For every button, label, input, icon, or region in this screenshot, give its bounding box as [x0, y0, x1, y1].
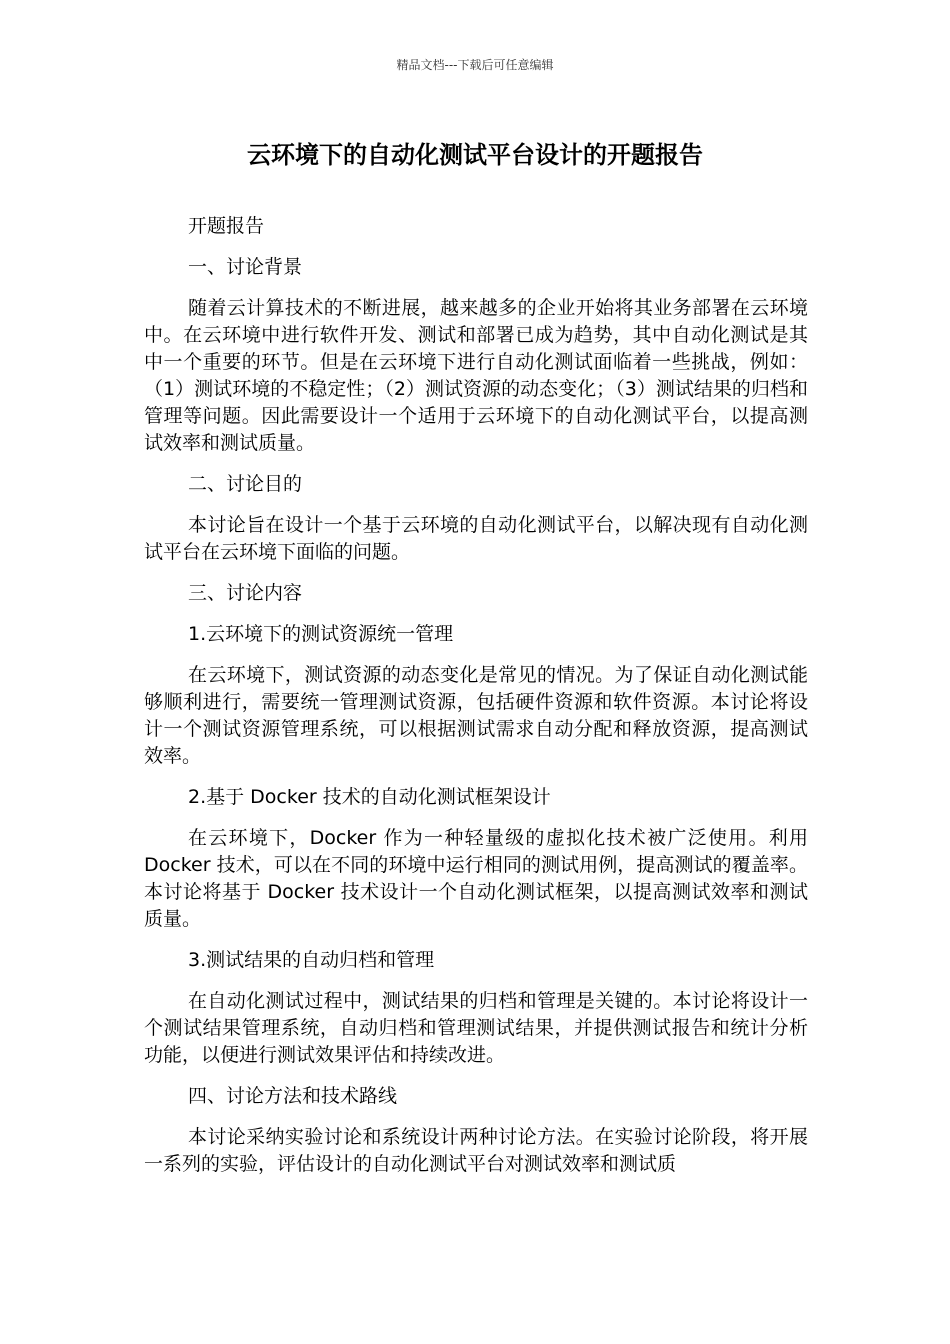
paragraph-resource-management: 在云环境下，测试资源的动态变化是常见的情况。为了保证自动化测试能够顺利进行，需要统一管理测试资源，包括硬件资源和软件资源。本讨论将设计一个测试资源管理系统，可以根据测试需求自动分配和释放资源，提高测试效率。	[144, 664, 808, 767]
heading-content: 三、讨论内容	[188, 582, 303, 604]
subheading-resource-management: 1.云环境下的测试资源统一管理	[188, 623, 454, 645]
subheading-docker-framework: 2.基于 Docker 技术的自动化测试框架设计	[188, 786, 551, 808]
heading-purpose: 二、讨论目的	[188, 473, 303, 495]
paragraph-result-archiving: 在自动化测试过程中，测试结果的归档和管理是关键的。本讨论将设计一个测试结果管理系统，自动归档和管理测试结果，并提供测试报告和统计分析功能，以便进行测试效果评估和持续改进。	[144, 990, 808, 1066]
header-note: 精品文档---下载后可任意编辑	[396, 58, 554, 72]
document-body	[144, 213, 808, 1192]
heading-methods: 四、讨论方法和技术路线	[188, 1085, 398, 1107]
paragraph-purpose: 本讨论旨在设计一个基于云环境的自动化测试平台，以解决现有自动化测试平台在云环境下面临的问题。	[144, 514, 808, 563]
heading-report: 开题报告	[188, 215, 265, 237]
paragraph-methods: 本讨论采纳实验讨论和系统设计两种讨论方法。在实验讨论阶段，将开展一系列的实验，评估设计的自动化测试平台对测试效率和测试质	[144, 1126, 808, 1175]
paragraph-docker-framework: 在云环境下，Docker 作为一种轻量级的虚拟化技术被广泛使用。利用 Docker 技术，可以在不同的环境中运行相同的测试用例，提高测试的覆盖率。本讨论将基于 Docker 技术设计一个自动化测试框架，以提高测试效率和测试质量。	[144, 827, 808, 930]
paragraph-background: 随着云计算技术的不断进展，越来越多的企业开始将其业务部署在云环境中。在云环境中进行软件开发、测试和部署已成为趋势，其中自动化测试是其中一个重要的环节。但是在云环境下进行自动化测试面临着一些挑战，例如：（1）测试环境的不稳定性；（2）测试资源的动态变化；（3）测试结果的归档和管理等问题。因此需要设计一个适用于云环境下的自动化测试平台，以提高测试效率和测试质量。	[144, 297, 808, 454]
subheading-result-archiving: 3.测试结果的自动归档和管理	[188, 949, 435, 971]
document-title: 云环境下的自动化测试平台设计的开题报告	[247, 141, 703, 169]
heading-background: 一、讨论背景	[188, 256, 303, 278]
